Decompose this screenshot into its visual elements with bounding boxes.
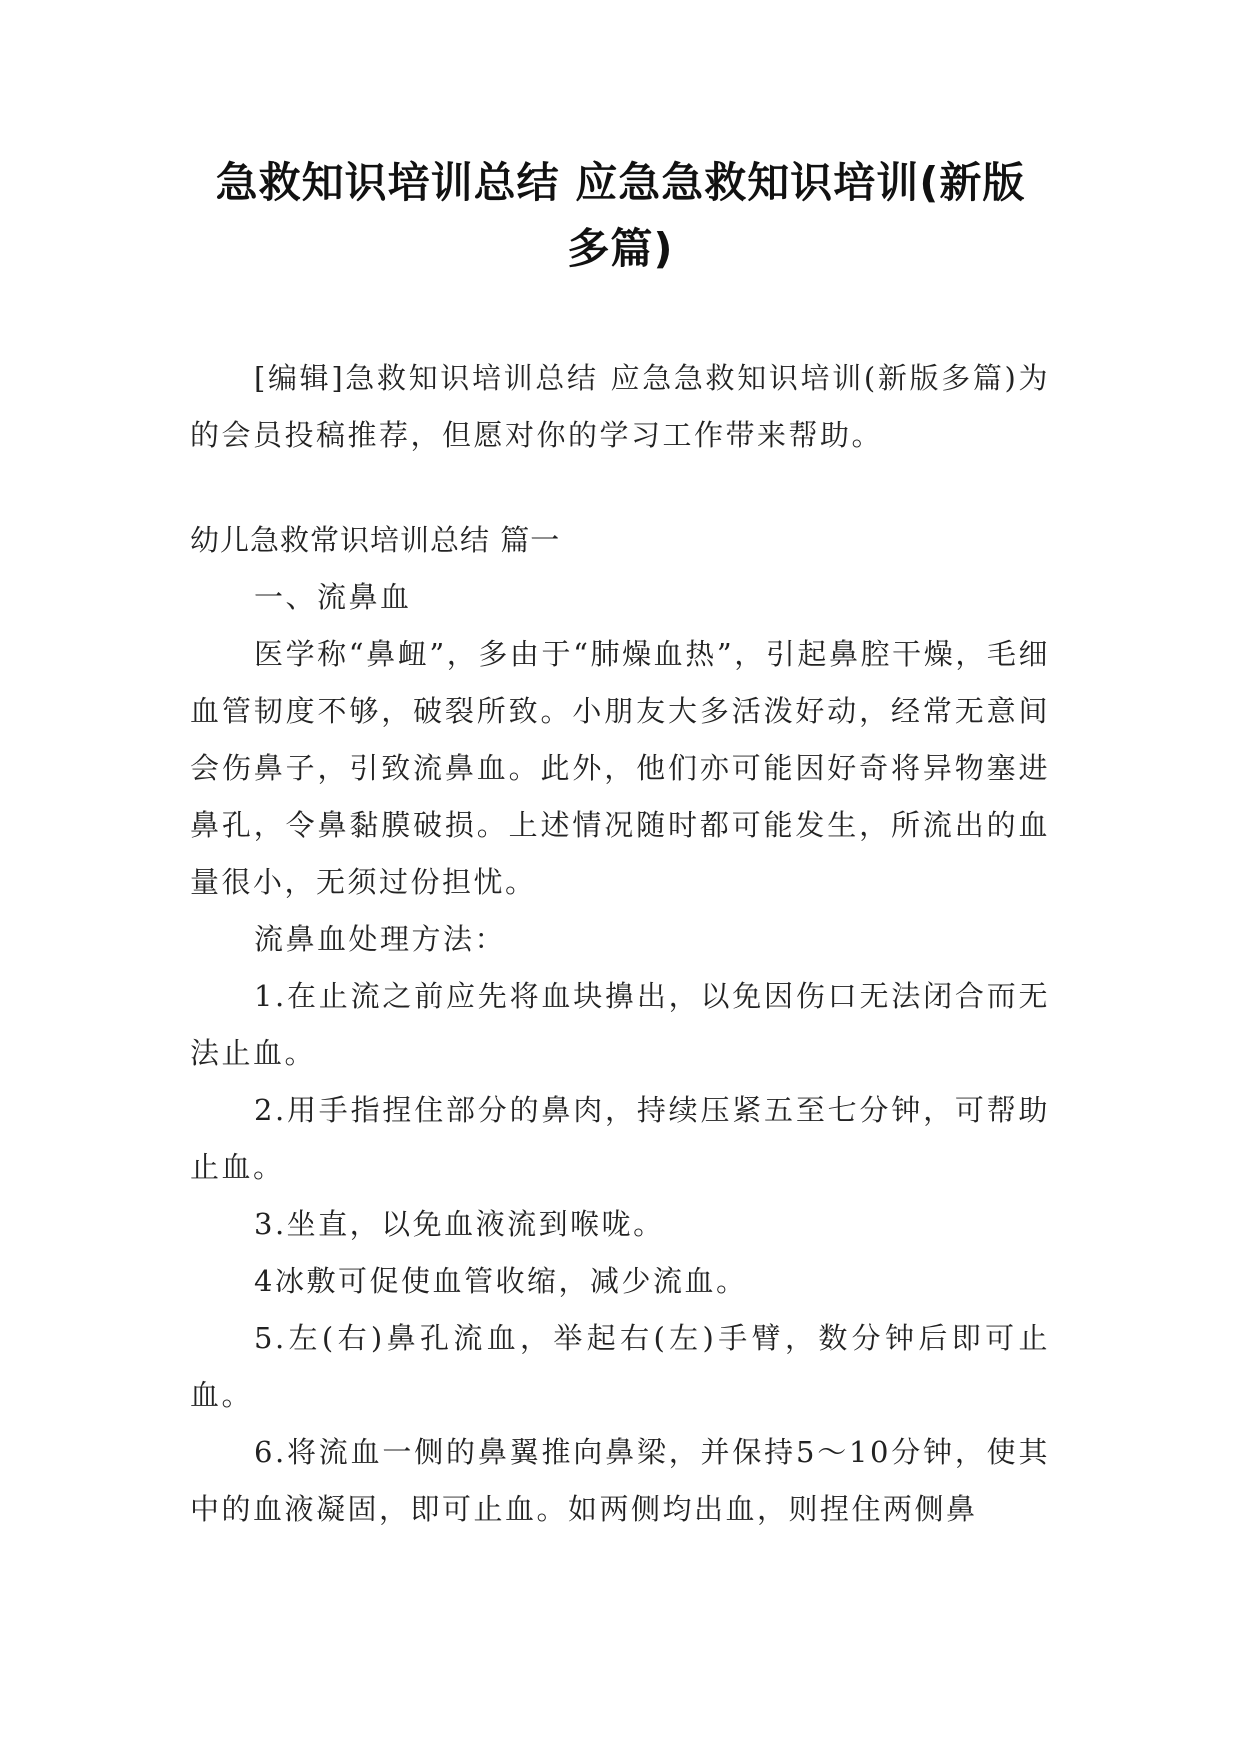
description-paragraph: 医学称“鼻衄”，多由于“肺燥血热”，引起鼻腔干燥，毛细血管韧度不够，破裂所致。小朋友大多活泼好动，经常无意间会伤鼻子，引致流鼻血。此外，他们亦可能因好奇将异物塞进鼻孔，令鼻黏膜破损。上述情况随时都可能发生，所流出的血量很小，无须过份担忧。 — [190, 637, 1050, 899]
title-line-2: 多篇) — [567, 224, 674, 273]
step-item: 1.在止流之前应先将血块擤出，以免因伤口无法闭合而无法止血。 — [190, 979, 1050, 1070]
paragraph-spacer — [190, 464, 1050, 512]
sub-heading: 一、流鼻血 — [254, 580, 412, 614]
step-item: 5.左(右)鼻孔流血，举起右(左)手臂，数分钟后即可止血。 — [190, 1321, 1050, 1412]
step-item: 4冰敷可促使血管收缩，减少流血。 — [254, 1264, 748, 1298]
document-body — [190, 350, 1050, 1538]
step-item: 2.用手指捏住部分的鼻肉，持续压紧五至七分钟，可帮助止血。 — [190, 1093, 1050, 1184]
step-item: 6.将流血一侧的鼻翼推向鼻梁，并保持5～10分钟，使其中的血液凝固，即可止血。如两侧均出血，则捏住两侧鼻 — [190, 1435, 1050, 1526]
step-item: 3.坐直，以免血液流到喉咙。 — [254, 1207, 665, 1241]
title-line-1: 急救知识培训总结 应急急救知识培训(新版 — [215, 158, 1026, 207]
section-heading: 幼儿急救常识培训总结 篇一 — [190, 523, 561, 557]
intro-paragraph: [编辑]急救知识培训总结 应急急救知识培训(新版多篇)为的会员投稿推荐，但愿对你的学习工作带来帮助。 — [190, 361, 1050, 452]
document-title — [150, 150, 1091, 282]
method-label: 流鼻血处理方法： — [254, 922, 507, 956]
